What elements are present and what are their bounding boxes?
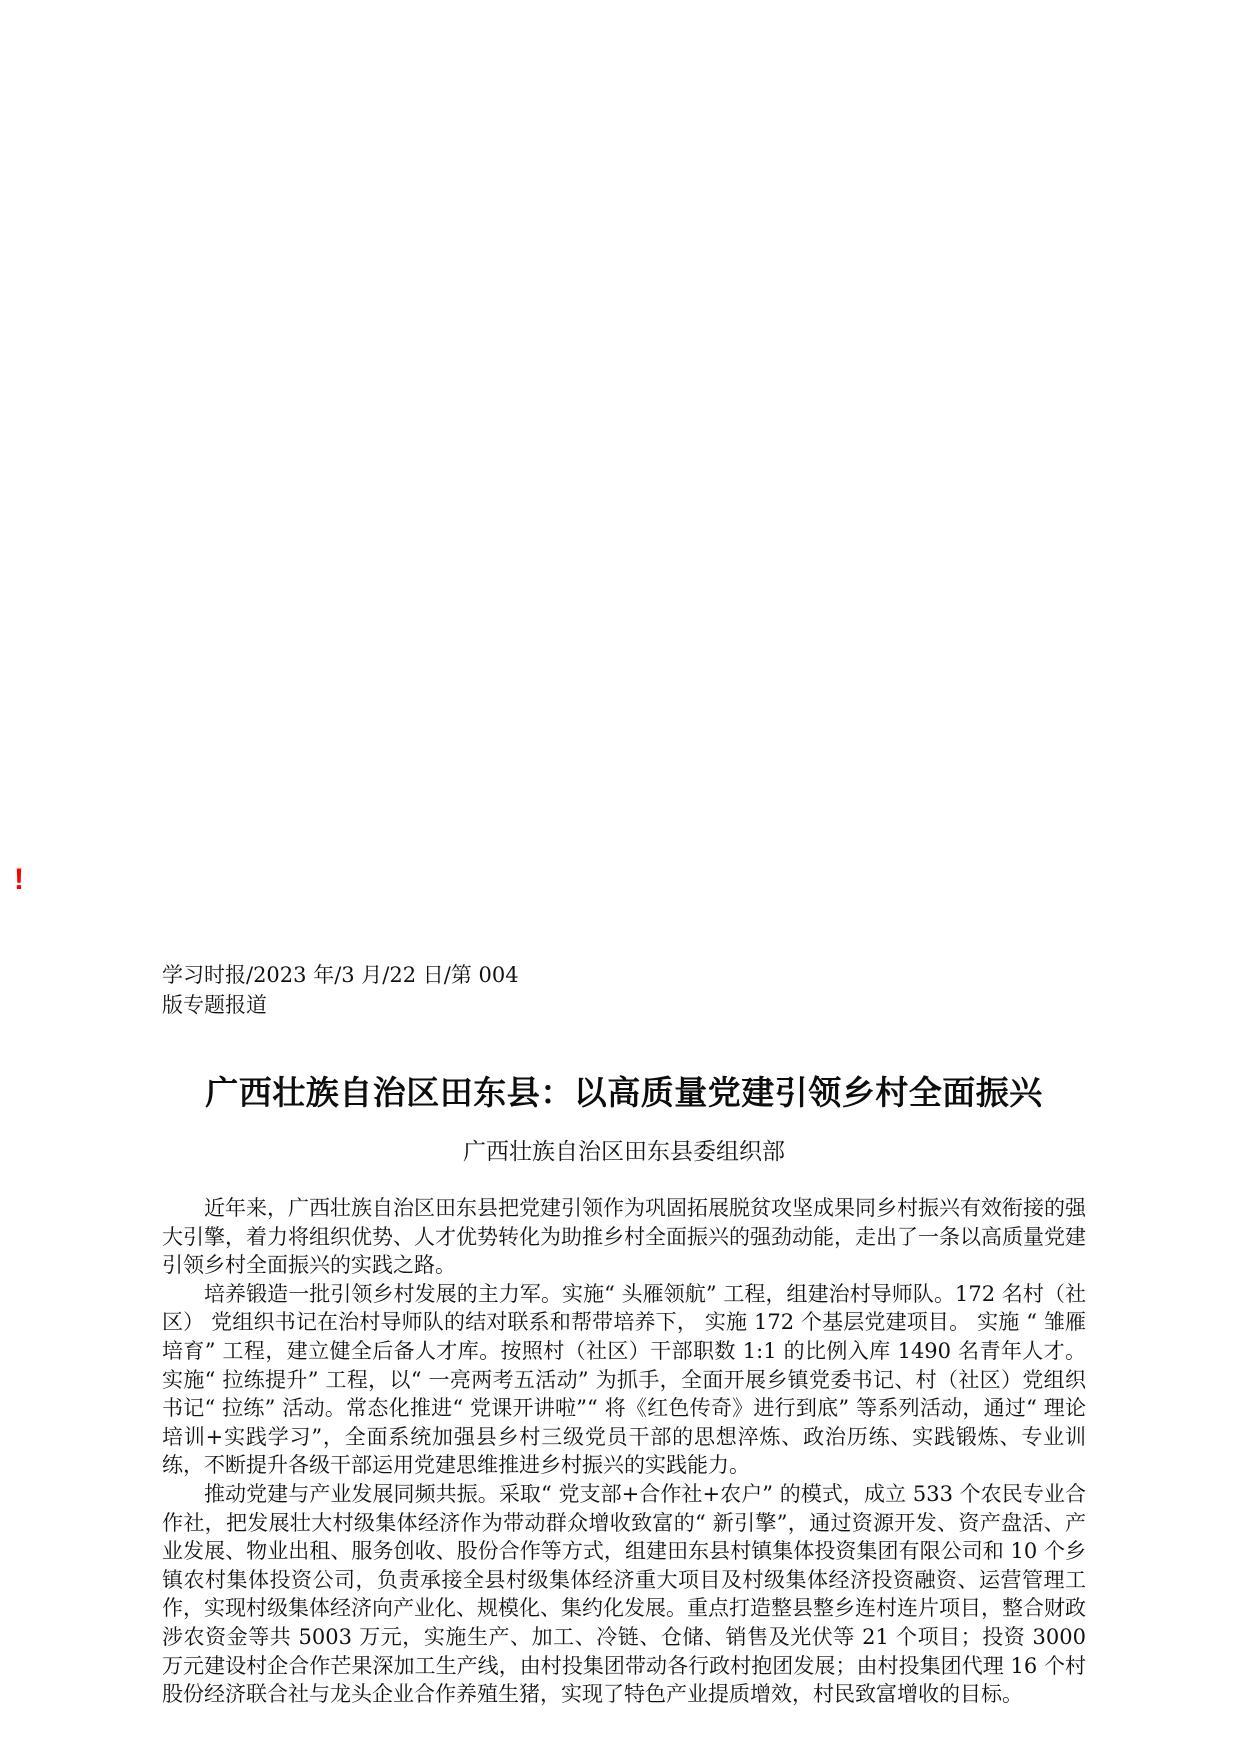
article-author: 广西壮族自治区田东县委组织部	[463, 1139, 785, 1165]
body-paragraph-intro: 近年来，广西壮族自治区田东县把党建引领作为巩固拓展脱贫攻坚成果同乡村振兴有效衔接的强大引擎，着力将组织优势、人才优势转化为助推乡村全面振兴的强劲动能，走出了一条以高质量党建引领乡村全面振兴的实践之路。	[162, 1196, 1086, 1278]
article-title: 广西壮族自治区田东县：以高质量党建引领乡村全面振兴	[205, 1073, 1043, 1112]
publication-info	[162, 960, 1086, 1020]
article	[162, 960, 1086, 1709]
body-paragraph-industry: 推动党建与产业发展同频共振。采取“ 党支部+合作社+农户” 的模式，成立 533 个农民专业合作社，把发展壮大村级集体经济作为带动群众增收致富的“ 新引擎”，通过资源开发、资产盘活、产业发展、物业出租、服务创收、股份合作等方式，组建田东县村镇集体投资集团有限公司和 10 个乡镇农村集体投资公司，负责承接全县村级集体经济重大项目及村级集体经济投资融资、运营管理工作，实现村级集体经济向产业化、规模化、集约化发展。重点打造整县整乡连村连片项目，整合财政涉农资金等共 5003 万元，实施生产、加工、冷链、仓储、销售及光伏等 21 个项目；投资 3000 万元建设村企合作芒果深加工生产线，由村投集团带动各行政村抱团发展；由村投集团代理 16 个村股份经济联合社与龙头企业合作养殖生猪，实现了特色产业提质增效，村民致富增收的目标。	[162, 1481, 1086, 1707]
body-paragraph-talent: 培养锻造一批引领乡村发展的主力军。实施“ 头雁领航” 工程，组建治村导师队。172 名村（社区） 党组织书记在治村导师队的结对联系和帮带培养下， 实施 172 个基层党建项目。 实施 “ 雏雁培育” 工程，建立健全后备人才库。按照村（社区）干部职数 1:1 的比例入库 1490 名青年人才。实施“ 拉练提升” 工程，以“ 一亮两考五活动” 为抓手，全面开展乡镇党委书记、村（社区）党组织书记“ 拉练” 活动。常态化推进“ 党课开讲啦”“ 将《红色传奇》进行到底” 等系列活动，通过“ 理论培训+实践学习”，全面系统加强县乡村三级党员干部的思想淬炼、政治历练、实践锻炼、专业训练，不断提升各级干部运用党建思维推进乡村振兴的实践能力。	[162, 1281, 1086, 1478]
publication-info-line-1: 学习时报/2023 年/3 月/22 日/第 004	[162, 963, 519, 987]
publication-info-line-2: 版专题报道	[162, 993, 267, 1017]
red-exclamation-mark: !	[14, 863, 24, 896]
article-body	[162, 1194, 1086, 1709]
